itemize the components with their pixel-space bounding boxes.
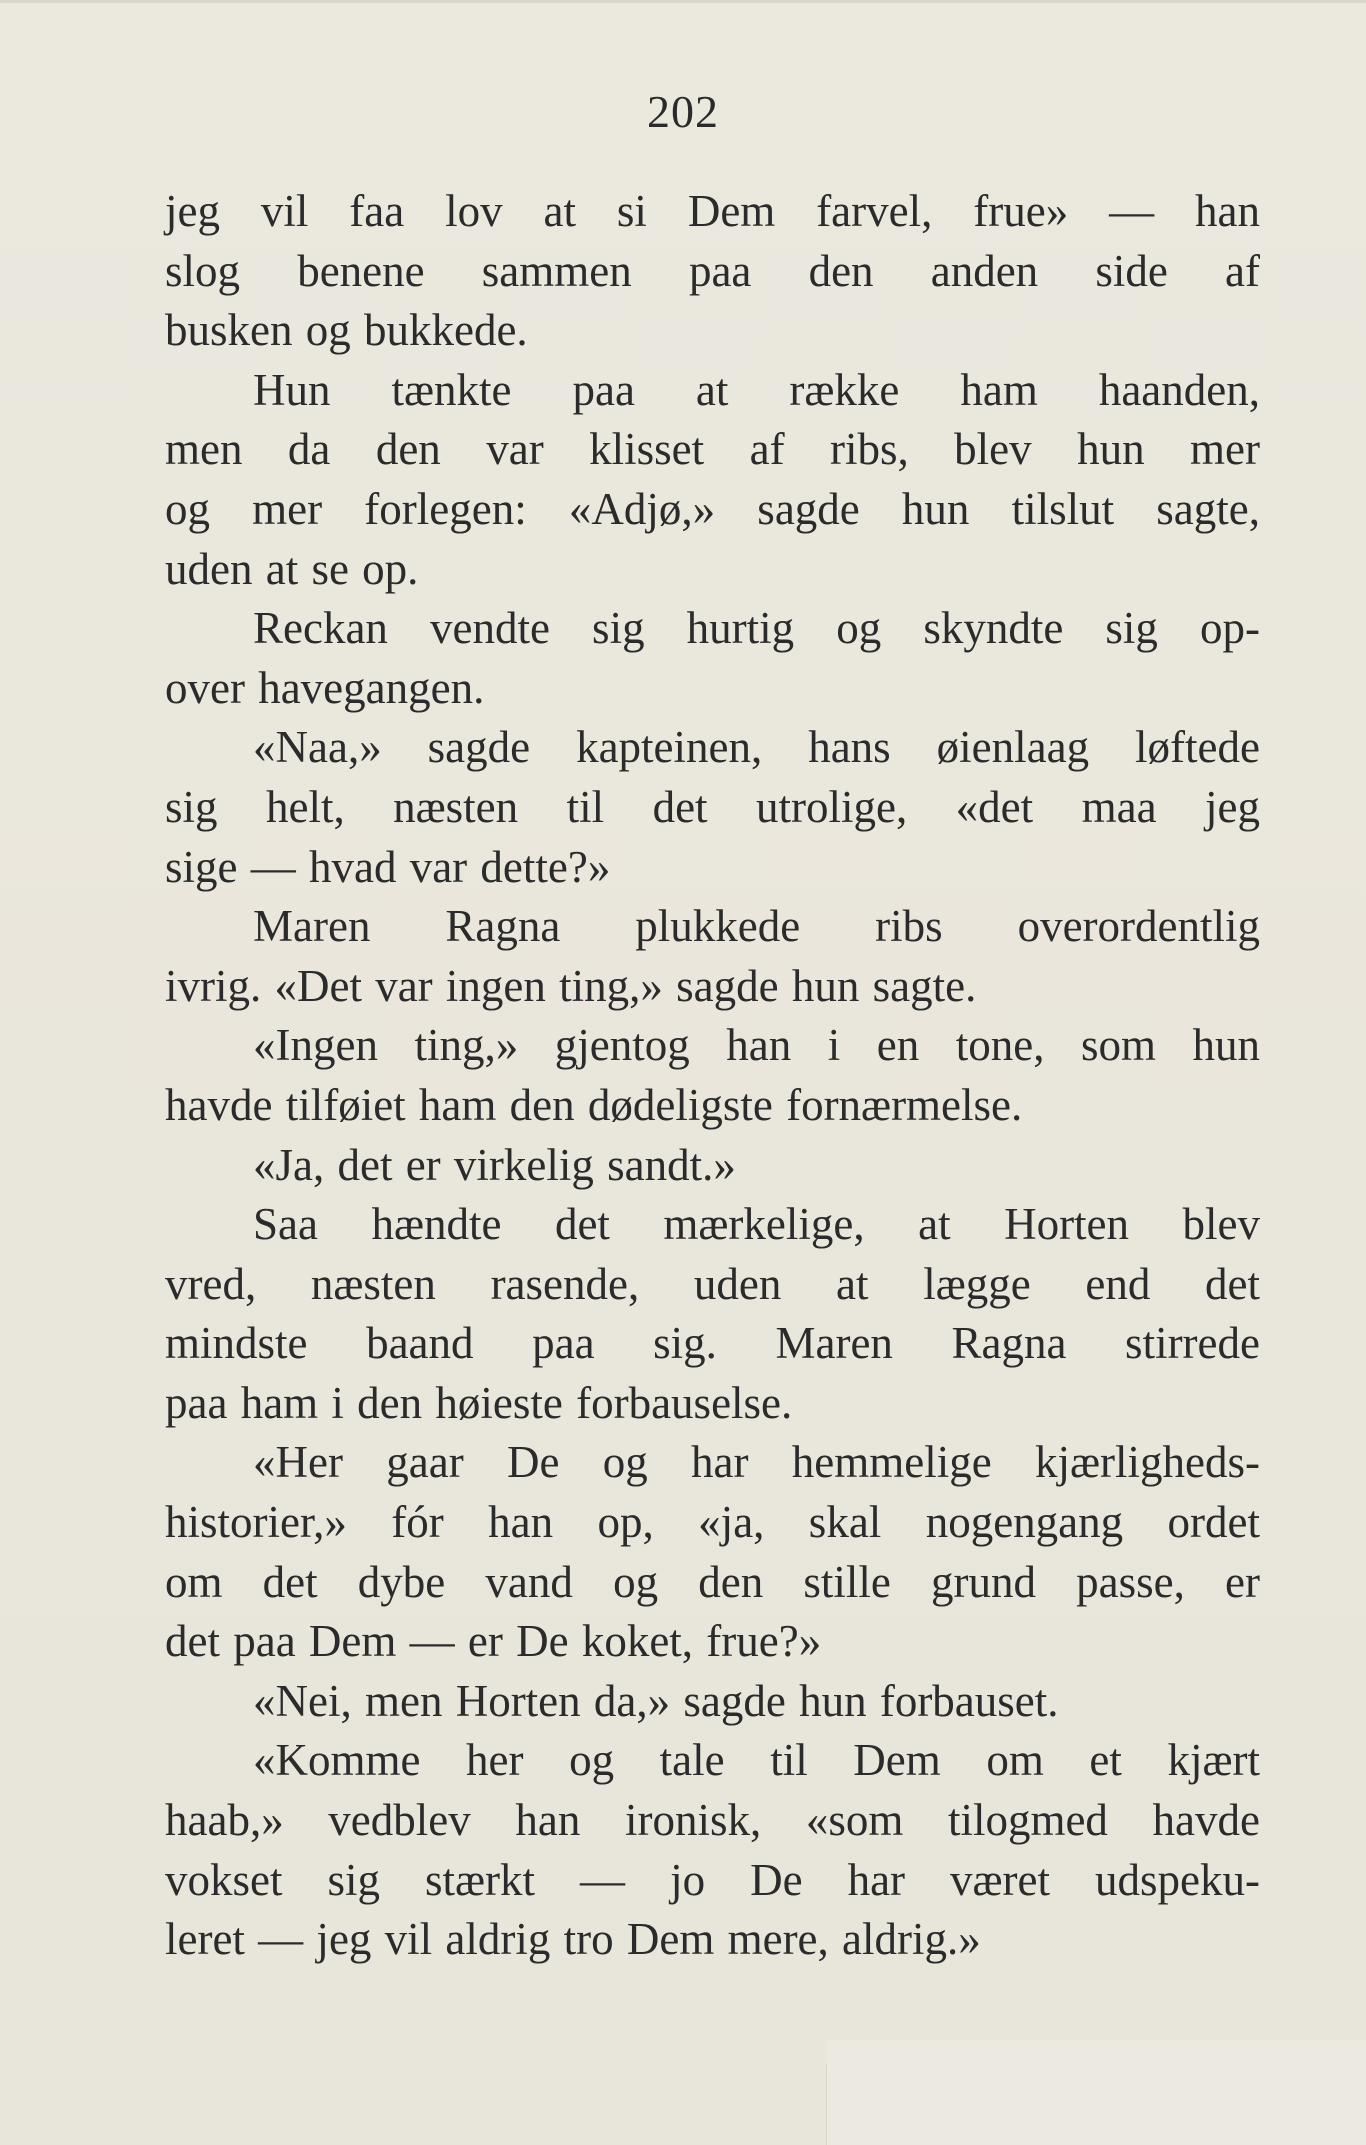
text-line: «Her gaar De og har hemmelige kjærligheds-: [253, 1437, 1260, 1488]
text-line: historier,» fór han op, «ja, skal nogengang ordet: [165, 1497, 1260, 1548]
text-line: leret — jeg vil aldrig tro Dem mere, aldrig.»: [165, 1914, 981, 1965]
text-line: ivrig. «Det var ingen ting,» sagde hun sagte.: [165, 960, 977, 1011]
text-line: «Naa,» sagde kapteinen, hans øienlaag løftede: [253, 722, 1260, 773]
text-line: og mer forlegen: «Adjø,» sagde hun tilslut sagte,: [165, 483, 1260, 534]
text-line: over havegangen.: [165, 662, 485, 713]
text-line: mindste baand paa sig. Maren Ragna stirrede: [165, 1318, 1260, 1369]
text-line: men da den var klisset af ribs, blev hun mer: [165, 424, 1260, 475]
text-line: slog benene sammen paa den anden side af: [165, 245, 1260, 296]
text-line: om det dybe vand og den stille grund passe, er: [165, 1556, 1260, 1607]
text-line: jeg vil faa lov at si Dem farvel, frue» — han: [165, 186, 1260, 236]
text-line: haab,» vedblev han ironisk, «som tilogmed havde: [165, 1795, 1260, 1846]
text-line: Maren Ragna plukkede ribs overordentlig: [253, 901, 1260, 952]
text-line: vred, næsten rasende, uden at lægge end det: [165, 1258, 1260, 1309]
paper-fold-mark: [826, 2065, 827, 2145]
body-text: [165, 182, 1260, 1970]
text-line: «Ja, det er virkelig sandt.»: [253, 1139, 736, 1190]
page-top-edge: [0, 0, 1366, 3]
text-line: busken og bukkede.: [165, 305, 528, 356]
text-line: Saa hændte det mærkelige, at Horten blev: [253, 1199, 1260, 1250]
text-line: Hun tænkte paa at række ham haanden,: [253, 364, 1260, 415]
text-line: uden at se op.: [165, 543, 419, 594]
text-line: «Komme her og tale til Dem om et kjært: [253, 1735, 1260, 1786]
text-line: «Ingen ting,» gjentog han i en tone, som hun: [253, 1020, 1260, 1071]
text-line: havde tilføiet ham den dødeligste fornærmelse.: [165, 1079, 1023, 1130]
text-line: vokset sig stærkt — jo De har været udspeku-: [165, 1854, 1260, 1905]
text-line: sige — hvad var dette?»: [165, 841, 611, 892]
text-line: paa ham i den høieste forbauselse.: [165, 1377, 793, 1428]
text-line: «Nei, men Horten da,» sagde hun forbauset.: [253, 1675, 1059, 1726]
page-number: 202: [647, 86, 719, 137]
text-line: sig helt, næsten til det utrolige, «det maa jeg: [165, 781, 1260, 832]
text-line: det paa Dem — er De koket, frue?»: [165, 1616, 822, 1667]
paper-fold-shade: [827, 2040, 1366, 2145]
text-line: Reckan vendte sig hurtig og skyndte sig op-: [253, 603, 1260, 654]
